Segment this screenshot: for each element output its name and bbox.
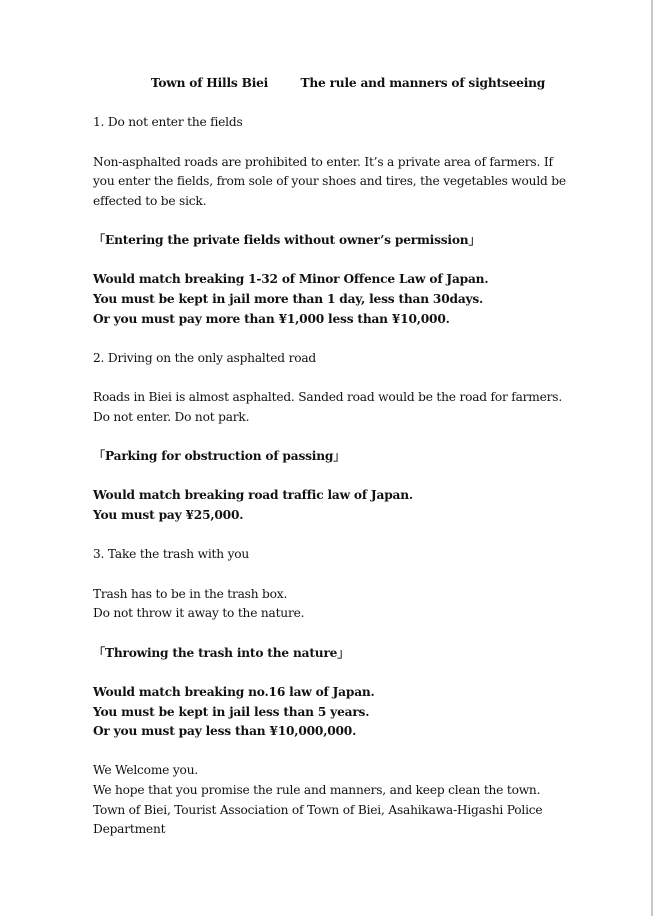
section-heading: 2. Driving on the only asphalted road [93, 350, 316, 365]
bold-text-line: Or you must pay less than ¥10,000,000. [93, 724, 357, 739]
text-line: Do not throw it away to the nature. [93, 606, 305, 621]
blank-line [93, 467, 573, 487]
blank-line [93, 251, 573, 271]
text-line: Trash has to be in the trash box. [93, 586, 288, 601]
text-line: We hope that you promise the rule and manners, and keep clean the town. [93, 783, 541, 798]
text-line: Roads in Biei is almost asphalted. Sanded road would be the road for farmers. [93, 390, 563, 405]
blank-line [93, 211, 573, 231]
blank-line [93, 94, 573, 114]
document-title: Town of Hills Biei The rule and manners of sightseeing [150, 76, 546, 90]
bold-text-line: You must pay ¥25,000. [93, 508, 244, 523]
blank-line [93, 428, 573, 448]
blank-line [93, 526, 573, 546]
bold-text-line: You must be kept in jail more than 1 day, less than 30days. [93, 292, 484, 307]
text-line: Department [93, 822, 166, 837]
bold-text-line: 「Entering the private fields without owner’s permission」 [93, 233, 481, 248]
text-line: We Welcome you. [93, 763, 199, 778]
blank-line [93, 369, 573, 389]
section-heading: 3. Take the trash with you [93, 547, 250, 562]
section-heading: 1. Do not enter the fields [93, 115, 243, 130]
blank-line [93, 742, 573, 762]
text-line: Non-asphalted roads are prohibited to enter. It’s a private area of farmers. If [93, 154, 553, 169]
bold-text-line: 「Parking for obstruction of passing」 [93, 449, 346, 464]
text-line: effected to be sick. [93, 193, 207, 208]
bold-text-line: Would match breaking no.16 law of Japan. [93, 684, 375, 699]
blank-line [93, 565, 573, 585]
document-body [93, 74, 573, 840]
bold-text-line: 「Throwing the trash into the nature」 [93, 645, 350, 660]
blank-line [93, 663, 573, 683]
text-line: you enter the fields, from sole of your shoes and tires, the vegetables would be [93, 174, 566, 189]
bold-text-line: Would match breaking 1-32 of Minor Offence Law of Japan. [93, 272, 489, 287]
blank-line [93, 329, 573, 349]
bold-text-line: Would match breaking road traffic law of Japan. [93, 488, 413, 503]
text-line: Town of Biei, Tourist Association of Town of Biei, Asahikawa-Higashi Police [93, 802, 543, 817]
bold-text-line: You must be kept in jail less than 5 years. [93, 704, 370, 719]
bold-text-line: Or you must pay more than ¥1,000 less than ¥10,000. [93, 311, 450, 326]
text-line: Do not enter. Do not park. [93, 409, 250, 424]
blank-line [93, 624, 573, 644]
blank-line [93, 133, 573, 153]
